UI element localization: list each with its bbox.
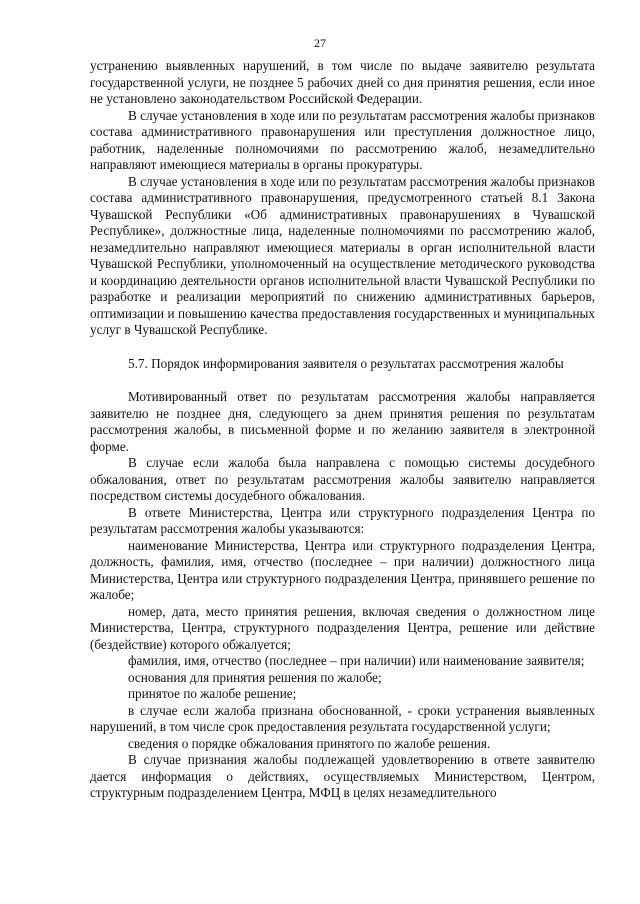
list-item: сведения о порядке обжалования принятого по жалобе решения. bbox=[128, 735, 491, 751]
paragraph-answer-contents: В ответе Министерства, Центра или структурного подразделения Центра по результатам рассмотрения жалобы указываются: bbox=[90, 504, 595, 536]
list-item: принятое по жалобе решение; bbox=[128, 686, 297, 701]
list-item: фамилия, имя, отчество (последнее – при наличии) или наименование заявителя; bbox=[128, 653, 585, 668]
document-body bbox=[90, 58, 595, 802]
list-item: основания для принятия решения по жалобе; bbox=[128, 669, 382, 685]
page-number: 27 bbox=[314, 36, 326, 50]
paragraph-satisfaction: В случае признания жалобы подлежащей удовлетворению в ответе заявителю дается информация о действиях, осуществляемых Министерством, Центром, структурным подразделением Центра, МФЦ в целях незамедлительного bbox=[90, 752, 595, 800]
paragraph-prosecutor-referral: В случае установления в ходе или по результатам рассмотрения жалобы признаков состава административного правонарушения или преступления должностное лицо, работник, наделенные полномочиями по рассмотрению жалоб, незамедлительно направляют имеющиеся материалы в органы прокуратуры. bbox=[90, 107, 596, 172]
list-item: номер, дата, место принятия решения, включая сведения о должностном лице Министерства, Центра, структурного подразделения Центра, решение или действие (бездействие) которого обжалуется; bbox=[90, 603, 595, 652]
paragraph-reasoned-answer: Мотивированный ответ по результатам рассмотрения жалобы направляется заявителю не позднее дня, следующего за днем принятия решения по результатам рассмотрения жалобы, в письменной форме и по желанию заявителя в электронной форме. bbox=[90, 389, 595, 454]
section-heading: 5.7. Порядок информирования заявителя о результатах рассмотрения жалобы bbox=[128, 355, 564, 371]
list-item: наименование Министерства, Центра или структурного подразделения Центра, должность, фамилия, имя, отчество (последнее – при наличии) должностного лица Министерства, Центра или структурного подразделения Центра, принявшего решение по жалобе; bbox=[90, 537, 595, 602]
paragraph-pretrial-system: В случае если жалоба была направлена с помощью системы досудебного обжалования, ответ по результатам рассмотрения жалобы заявителю направляется посредством системы досудебного обжалования. bbox=[90, 455, 595, 503]
paragraph-continuation: устранению выявленных нарушений, в том числе по выдаче заявителю результата государственной услуги, не позднее 5 рабочих дней со дня принятия решения, если иное не установлено законодательством Российской Федерации. bbox=[90, 58, 595, 106]
paragraph-administrative-offense: В случае установления в ходе или по результатам рассмотрения жалобы признаков состава административного правонарушения, предусмотренного статьей 8.1 Закона Чувашской Республики «Об административных правонарушениях в Чувашской Республике», должностные лица, наделенные полномочиями по рассмотрению жалоб, незамедлительно направляют имеющиеся материалы в орган исполнительной власти Чувашской Республики, уполномоченный на осуществление методического руководства и координацию деятельности органов исполнительной власти Чувашской Республики по разработке и реализации мероприятий по снижению административных барьеров, оптимизации и повышению качества предоставления государственных и муниципальных услуг в Чувашской Республике. bbox=[90, 173, 596, 337]
list-item: в случае если жалоба признана обоснованной, - сроки устранения выявленных нарушений, в том числе срок предоставления результата государственной услуги; bbox=[90, 702, 595, 734]
